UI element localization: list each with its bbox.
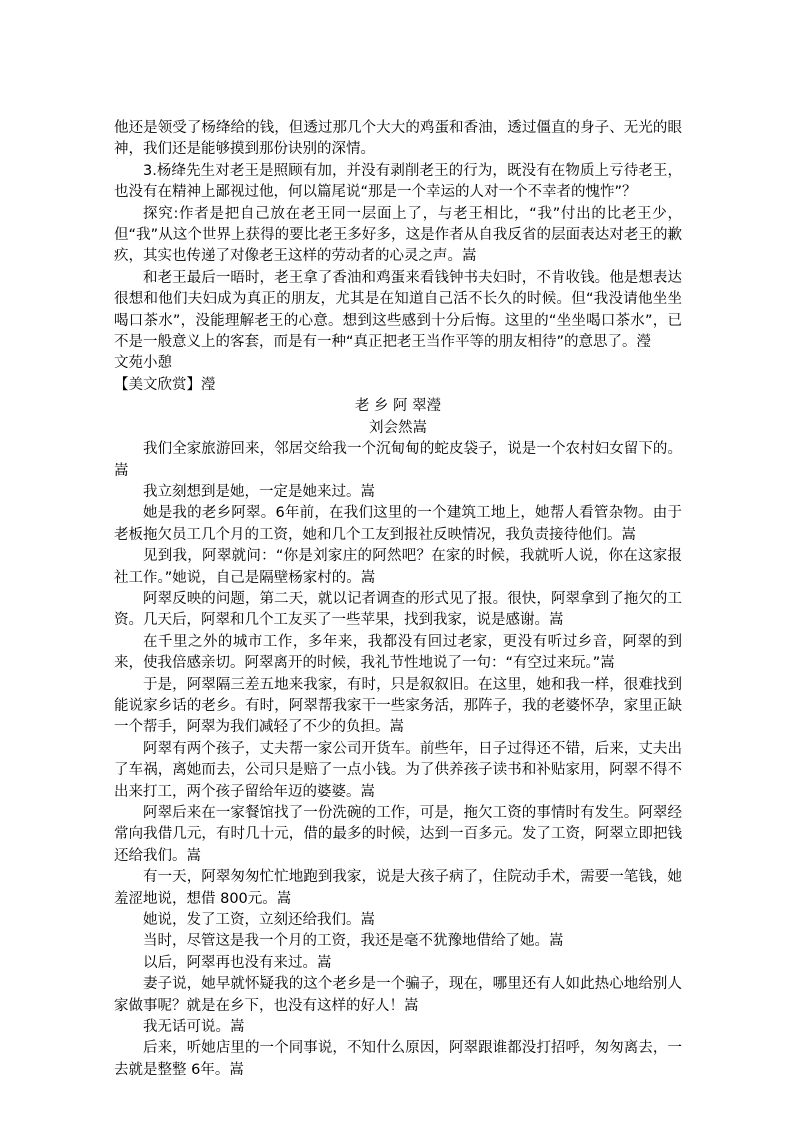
story-paragraph: 于是，阿翠隔三差五地来我家，有时，只是叙叙旧。在这里，她和我一样，很难找到能说家乡话的老乡。有时，阿翠帮我家干一些家务活，那阵子，我的老婆怀孕，家里正缺一个帮手，阿翠为我们减轻了不少的负担。嵩	[114, 676, 682, 736]
analysis-paragraph-4: 和老王最后一晤时，老王拿了香油和鸡蛋来看钱钟书夫妇时，不肯收钱。他是想表达很想和他们夫妇成为真正的朋友，尤其是在知道自己活不长久的时候。但“我没请他坐坐喝口茶水”，没能理解老王的心意。想到这些感到十分后悔。这里的“坐坐喝口茶水”，已不是一般意义上的客套，而是有一种“真正把老王当作平等的朋友相待”的意思了。瀅	[114, 269, 682, 351]
story-paragraph: 阿翠后来在一家餐馆找了一份洗碗的工作，可是，拖欠工资的事情时有发生。阿翠经常向我借几元，有时几十元，借的最多的时候，达到一百多元。发了工资，阿翠立即把钱还给我们。嵩	[114, 805, 682, 864]
story-paragraph: 我立刻想到是她，一定是她来过。嵩	[143, 483, 375, 500]
analysis-question-3: 3.杨绛先生对老王是照顾有加，并没有剥削老王的行为，既没有在物质上亏待老王，也没有在精神上鄙视过他，何以篇尾说“那是一个幸运的人对一个不幸者的愧怍”？	[114, 162, 682, 201]
story-paragraph: 阿翠有两个孩子，丈夫帮一家公司开货车。前些年，日子过得还不错，后来，丈夫出了车祸，离她而去，公司只是赔了一点小钱。为了供养孩子读书和补贴家用，阿翠不得不出来打工，两个孩子留给年迈的婆婆。嵩	[114, 740, 682, 800]
story-paragraph: 她是我的老乡阿翠。6年前，在我们这里的一个建筑工地上，她帮人看管杂物。由于老板拖欠员工几个月的工资，她和几个工友到报社反映情况，我负责接待他们。嵩	[114, 505, 682, 543]
story-title: 老 乡 阿 翠瀅	[354, 398, 442, 415]
story-paragraph: 在千里之外的城市工作，多年来，我都没有回过老家，更没有听过乡音，阿翠的到来，使我倍感亲切。阿翠离开的时候，我礼节性地说了一句：“有空过来玩。”嵩	[114, 633, 682, 672]
story-paragraph: 我无话可说。嵩	[143, 1019, 245, 1036]
analysis-paragraph-1: 他还是领受了杨绛给的钱，但透过那几个大大的鸡蛋和香油，透过僵直的身子、无光的眼神，我们还是能够摸到那份诀别的深情。	[114, 120, 682, 158]
analysis-exploration: 探究:作者是把自己放在老王同一层面上了，与老王相比，“我”付出的比老王少，但“我”从这个世界上获得的要比老王多好多，这是作者从自我反省的层面表达对老王的歉疚，其实也传递了对像老王这样的劳动者的心灵之声。嵩	[114, 205, 682, 265]
document-page	[114, 118, 682, 1081]
story-paragraph: 以后，阿翠再也没有来过。嵩	[143, 954, 332, 971]
story-paragraph: 她说，发了工资，立刻还给我们。嵩	[143, 912, 375, 929]
story-author: 刘会然嵩	[369, 419, 427, 436]
column-name: 文苑小憩	[114, 355, 172, 372]
story-paragraph: 妻子说，她早就怀疑我的这个老乡是一个骗子，现在，哪里还有人如此热心地给别人家做事呢？就是在乡下，也没有这样的好人！嵩	[114, 976, 682, 1014]
story-paragraph: 我们全家旅游回来，邻居交给我一个沉甸甸的蛇皮袋子，说是一个农村妇女留下的。嵩	[114, 441, 682, 479]
story-paragraph: 见到我，阿翠就问：“你是刘家庄的阿然吧？在家的时候，我就听人说，你在这家报社工作。”她说，自己是隔壁杨家村的。嵩	[114, 548, 682, 586]
story-paragraph: 有一天，阿翠匆匆忙忙地跑到我家，说是大孩子病了，住院动手术，需要一笔钱，她羞涩地说，想借 800元。嵩	[114, 869, 682, 907]
story-paragraph: 阿翠反映的问题，第二天，就以记者调查的形式见了报。很快，阿翠拿到了拖欠的工资。几天后，阿翠和几个工友买了一些苹果，找到我家，说是感谢。嵩	[114, 590, 682, 629]
story-paragraph: 当时，尽管这是我一个月的工资，我还是毫不犹豫地借给了她。嵩	[143, 933, 564, 950]
section-label: 【美文欣赏】瀅	[114, 376, 216, 393]
story-paragraph: 后来，听她店里的一个同事说，不知什么原因，阿翠跟谁都没打招呼，匆匆离去，一去就是整整 6年。嵩	[114, 1040, 682, 1078]
